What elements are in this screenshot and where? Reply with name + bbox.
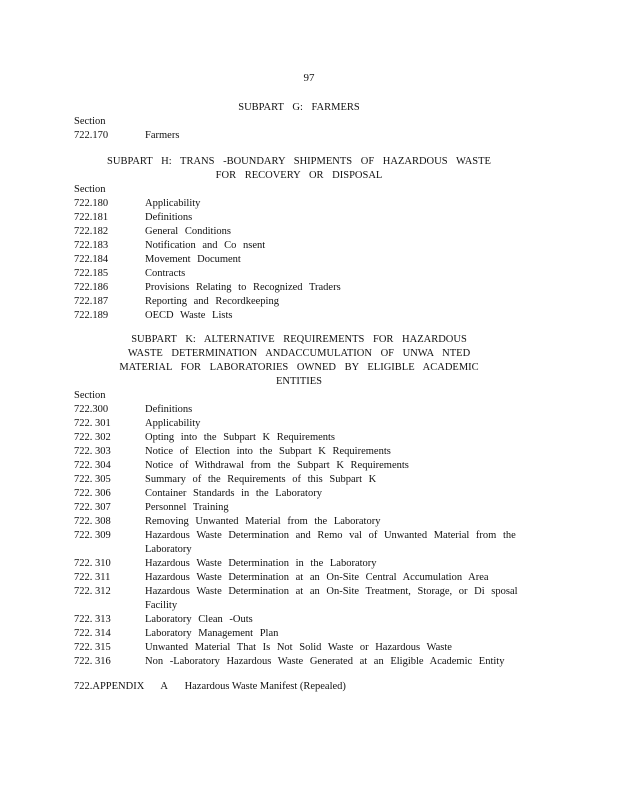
subpart-h-heading (74, 155, 524, 183)
section-title: Definitions (145, 404, 193, 415)
subpart-h-heading-line2: FOR RECOVERY OR DISPOSAL (215, 170, 383, 181)
section-row (74, 253, 534, 267)
section-row (74, 571, 534, 585)
appendix-letter: A (160, 681, 168, 692)
section-title: Applicability (145, 418, 201, 429)
section-number: 722. 305 (74, 474, 111, 485)
section-row (74, 515, 534, 529)
section-row (74, 445, 534, 459)
section-row (74, 417, 534, 431)
section-number: 722. 304 (74, 460, 111, 471)
section-number: 722.181 (74, 212, 109, 223)
subpart-k-heading (74, 333, 524, 389)
section-number: 722.300 (74, 404, 109, 415)
section-number: 722. 312 (74, 586, 111, 597)
section-number: 722. 307 (74, 502, 111, 513)
page-number: 97 (303, 72, 315, 84)
section-number: 722.183 (74, 240, 109, 251)
section-row (74, 295, 534, 309)
section-row (74, 529, 534, 557)
section-title: Provisions Relating to Recognized Traders (145, 282, 341, 293)
section-row (74, 473, 534, 487)
section-title: Summary of the Requirements of this Subpart K (145, 474, 377, 485)
section-title: Movement Document (145, 254, 241, 265)
section-number: 722. 308 (74, 516, 111, 527)
section-row (74, 585, 534, 613)
section-title: Farmers (145, 130, 180, 141)
section-number: 722. 302 (74, 432, 111, 443)
section-number: 722. 303 (74, 446, 111, 457)
section-title: Laboratory Management Plan (145, 628, 279, 639)
section-number: 722. 309 (74, 530, 111, 541)
section-number: 722. 316 (74, 656, 111, 667)
section-number: 722. 314 (74, 628, 111, 639)
section-row (74, 267, 534, 281)
section-number: 722.187 (74, 296, 109, 307)
section-title: Personnel Training (145, 502, 229, 513)
section-number: 722.185 (74, 268, 109, 279)
subpart-h-section-list (74, 197, 534, 323)
subpart-h-heading-line1: SUBPART H: TRANS -BOUNDARY SHIPMENTS OF HAZARDOUS WASTE (107, 156, 491, 167)
section-title: Hazardous Waste Determination in the Laboratory (145, 558, 377, 569)
section-title: Applicability (145, 198, 201, 209)
section-title: Container Standards in the Laboratory (145, 488, 322, 499)
subpart-g-heading-text: SUBPART G: FARMERS (238, 102, 360, 113)
appendix-number: 722.APPENDIX (74, 681, 145, 692)
subpart-k-heading-line4: ENTITIES (275, 376, 323, 387)
section-row (74, 487, 534, 501)
section-row (74, 129, 534, 143)
subpart-k-section-list (74, 403, 534, 669)
section-number: 722.184 (74, 254, 109, 265)
subpart-k-heading-line2: WASTE DETERMINATION ANDACCUMULATION OF UNWA NTED (127, 348, 471, 359)
section-title: Hazardous Waste Determination at an On-Site Treatment, Storage, or Di sposal Facility (145, 586, 518, 611)
subpart-k-heading-line1: SUBPART K: ALTERNATIVE REQUIREMENTS FOR HAZARDOUS (131, 334, 467, 345)
section-number: 722. 313 (74, 614, 111, 625)
section-row (74, 225, 534, 239)
section-title: Hazardous Waste Determination at an On-Site Central Accumulation Area (145, 572, 489, 583)
appendix-entry (74, 680, 360, 694)
section-title: Opting into the Subpart K Requirements (145, 432, 336, 443)
appendix-title: Hazardous Waste Manifest (Repealed) (184, 681, 346, 692)
section-row (74, 239, 534, 253)
section-title: Non -Laboratory Hazardous Waste Generated at an Eligible Academic Entity (145, 656, 505, 667)
section-row (74, 655, 534, 669)
subpart-g-heading (74, 101, 524, 115)
section-row (74, 309, 534, 323)
section-row (74, 627, 534, 641)
section-row (74, 501, 534, 515)
section-title: Removing Unwanted Material from the Laboratory (145, 516, 381, 527)
section-number: 722. 301 (74, 418, 111, 429)
section-title: Hazardous Waste Determination and Remo val of Unwanted Material from the Laboratory (145, 530, 516, 555)
section-title: Notification and Co nsent (145, 240, 266, 251)
section-title: General Conditions (145, 226, 231, 237)
section-number: 722.182 (74, 226, 109, 237)
section-number: 722.180 (74, 198, 109, 209)
section-row (74, 211, 534, 225)
section-number: 722.170 (74, 130, 109, 141)
section-title: OECD Waste Lists (145, 310, 233, 321)
section-number: 722. 315 (74, 642, 111, 653)
subpart-h-section-label: Section (74, 184, 106, 195)
section-row (74, 459, 534, 473)
subpart-g-section-label: Section (74, 116, 106, 127)
section-row (74, 613, 534, 627)
section-row (74, 197, 534, 211)
subpart-g-section-list (74, 129, 534, 143)
section-number: 722.189 (74, 310, 109, 321)
section-number: 722.186 (74, 282, 109, 293)
section-row (74, 641, 534, 655)
section-title: Definitions (145, 212, 193, 223)
section-title: Notice of Withdrawal from the Subpart K Requirements (145, 460, 409, 471)
section-title: Unwanted Material That Is Not Solid Waste or Hazardous Waste (145, 642, 452, 653)
section-number: 722. 306 (74, 488, 111, 499)
section-title: Notice of Election into the Subpart K Requirements (145, 446, 391, 457)
section-row (74, 281, 534, 295)
section-number: 722. 310 (74, 558, 111, 569)
subpart-k-section-label: Section (74, 390, 106, 401)
section-title: Laboratory Clean -Outs (145, 614, 253, 625)
section-row (74, 403, 534, 417)
section-row (74, 431, 534, 445)
section-row (74, 557, 534, 571)
section-title: Reporting and Recordkeeping (145, 296, 279, 307)
subpart-k-heading-line3: MATERIAL FOR LABORATORIES OWNED BY ELIGIBLE ACADEMIC (119, 362, 479, 373)
section-title: Contracts (145, 268, 186, 279)
section-number: 722. 311 (74, 572, 111, 583)
